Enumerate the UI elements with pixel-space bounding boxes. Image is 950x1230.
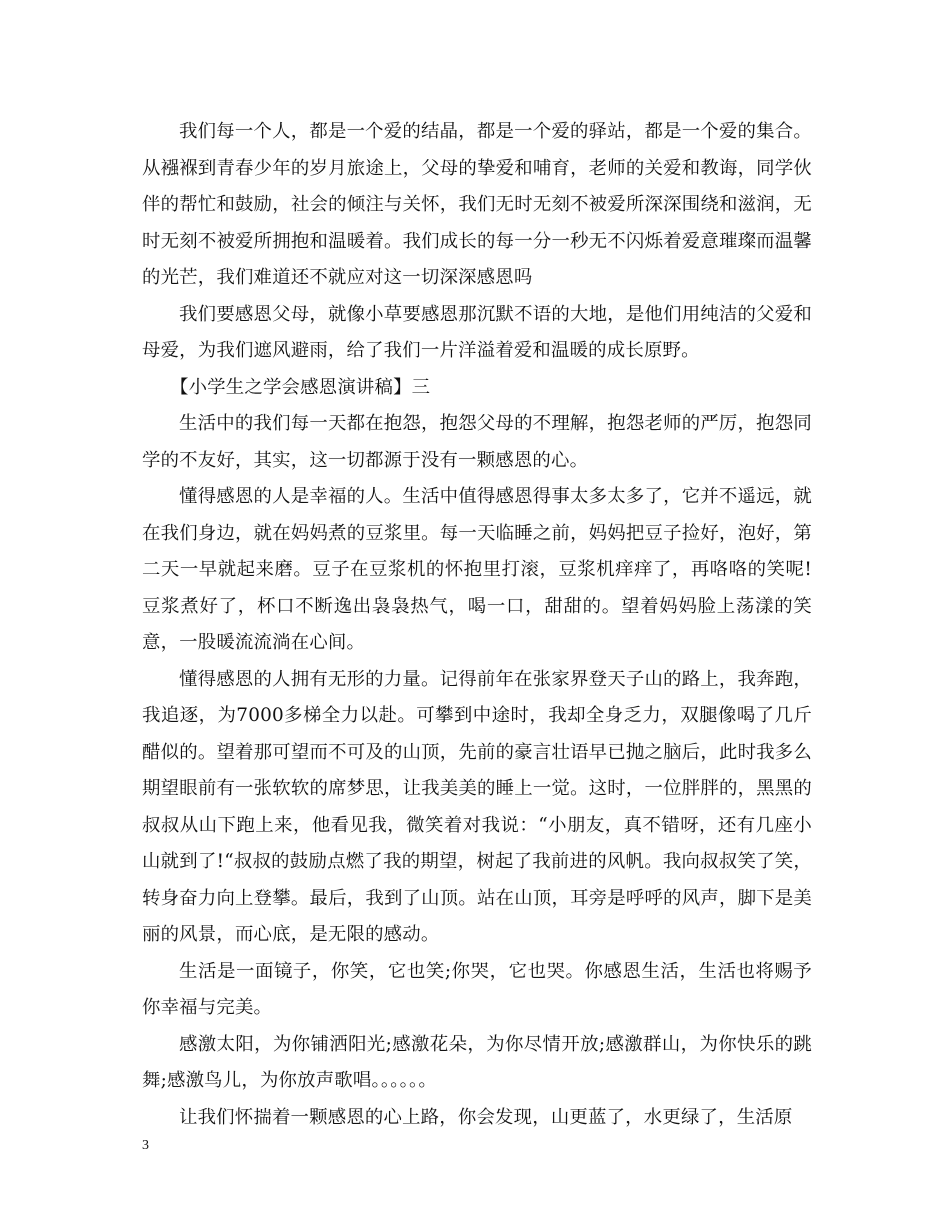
paragraph-1: 我们每一个人，都是一个爱的结晶，都是一个爱的驿站，都是一个爱的集合。从襁褓到青春少年的岁月旅途上，父母的挚爱和哺育，老师的关爱和教诲，同学伙伴的帮忙和鼓励，社会的倾注与关怀，我们无时无刻不被爱所深深围绕和滋润，无时无刻不被爱所拥抱和温暖着。我们成长的每一分一秒无不闪烁着爱意璀璨而温馨的光芒，我们难道还不就应对这一切深深感恩吗 bbox=[142, 121, 812, 288]
paragraph-7: 感激太阳，为你铺洒阳光;感激花朵，为你尽情开放;感激群山，为你快乐的跳舞;感激鸟儿，为你放声歌唱。。。。。。 bbox=[142, 1033, 812, 1091]
paragraph-5: 懂得感恩的人拥有无形的力量。记得前年在张家界登天子山的路上，我奔跑，我追逐，为7000多梯全力以赴。可攀到中途时，我却全身乏力，双腿像喝了几斤醋似的。望着那可望而不可及的山顶，先前的豪言壮语早已抛之脑后，此时我多么期望眼前有一张软软的席梦思，让我美美的睡上一觉。这时，一位胖胖的，黑黑的叔叔从山下跑上来，他看见我，微笑着对我说：“小朋友，真不错呀，还有几座小山就到了!“叔叔的鼓励点燃了我的期望，树起了我前进的风帆。我向叔叔笑了笑，转身奋力向上登攀。最后，我到了山顶。站在山顶，耳旁是呼呼的风声，脚下是美丽的风景，而心底，是无限的感动。 bbox=[142, 668, 812, 945]
paragraph-8: 让我们怀揣着一颗感恩的心上路，你会发现，山更蓝了，水更绿了，生活原 bbox=[179, 1106, 793, 1128]
paragraph-2: 我们要感恩父母，就像小草要感恩那沉默不语的大地，是他们用纯洁的父爱和母爱，为我们遮风避雨，给了我们一片洋溢着爱和温暖的成长原野。 bbox=[142, 303, 812, 361]
page-number: 3 bbox=[142, 1138, 149, 1153]
paragraph-4: 懂得感恩的人是幸福的人。生活中值得感恩得事太多太多了，它并不遥远，就在我们身边，就在妈妈煮的豆浆里。每一天临睡之前，妈妈把豆子捡好，泡好，第二天一早就起来磨。豆子在豆浆机的怀抱里打滚，豆浆机痒痒了，再咯咯的笑呢!豆浆煮好了，杯口不断逸出袅袅热气，喝一口，甜甜的。望着妈妈脸上荡漾的笑意，一股暖流流淌在心间。 bbox=[142, 486, 812, 653]
paragraph-6: 生活是一面镜子，你笑，它也笑;你哭，它也哭。你感恩生活，生活也将赐予你幸福与完美。 bbox=[142, 960, 812, 1018]
document-body bbox=[142, 114, 812, 1136]
section-heading: 【小学生之学会感恩演讲稿】三 bbox=[170, 376, 431, 398]
paragraph-3: 生活中的我们每一天都在抱怨，抱怨父母的不理解，抱怨老师的严厉，抱怨同学的不友好，其实，这一切都源于没有一颗感恩的心。 bbox=[142, 413, 812, 471]
